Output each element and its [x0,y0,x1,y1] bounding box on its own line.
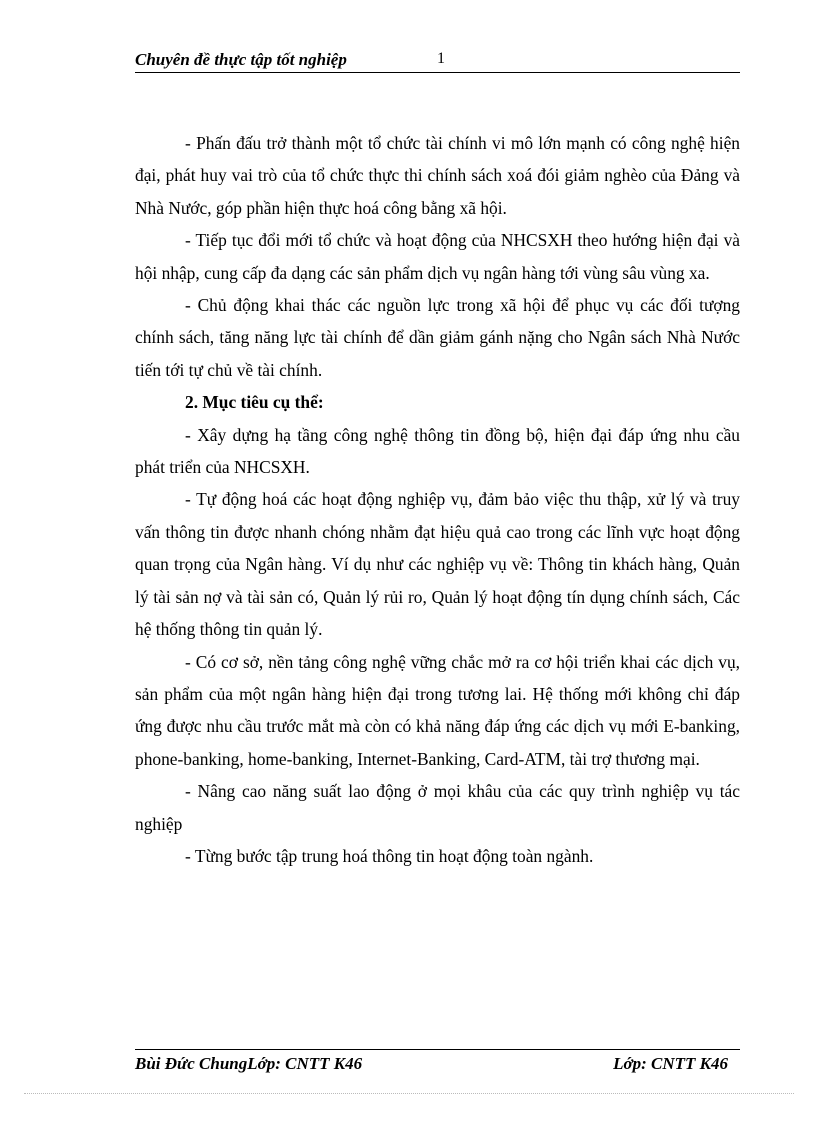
page-header [135,48,740,73]
paragraph: - Nâng cao năng suất lao động ở mọi khâu của các quy trình nghiệp vụ tác nghiệp [135,781,740,834]
document-body [135,127,740,872]
paragraph: - Phấn đấu trở thành một tổ chức tài chính vi mô lớn mạnh có công nghệ hiện đại, phát huy vai trò của tổ chức thực thi chính sách xoá đói giảm nghèo của Đảng và Nhà Nước, góp phần hiện thực hoá công bằng xã hội. [135,133,740,218]
footer-class: Lớp: CNTT K46 [613,1054,728,1073]
page-boundary-divider [24,1093,794,1094]
page-number: 1 [437,50,445,67]
paragraph: - Từng bước tập trung hoá thông tin hoạt động toàn ngành. [185,845,594,866]
paragraph: - Có cơ sở, nền tảng công nghệ vững chắc mở ra cơ hội triển khai các dịch vụ, sản phẩm của một ngân hàng hiện đại trong tương lai. Hệ thống mới không chỉ đáp ứng được nhu cầu trước mắt mà còn có khả năng đáp ứng các dịch vụ mới E-banking, phone-banking, home-banking, Internet-Banking, Card-ATM, tài trợ thương mại. [135,651,740,769]
footer-author-class: Bùi Đức ChungLớp: CNTT K46 [135,1054,363,1073]
page-footer [135,1049,740,1080]
paragraph: - Chủ động khai thác các nguồn lực trong xã hội để phục vụ các đối tượng chính sách, tăng năng lực tài chính để dần giảm gánh nặng cho Ngân sách Nhà Nước tiến tới tự chủ về tài chính. [135,295,740,380]
section-heading: 2. Mục tiêu cụ thể: [185,392,324,413]
paragraph: - Xây dựng hạ tầng công nghệ thông tin đồng bộ, hiện đại đáp ứng nhu cầu phát triển của NHCSXH. [135,424,740,478]
paragraph: - Tự động hoá các hoạt động nghiệp vụ, đảm bảo việc thu thập, xử lý và truy vấn thông tin được nhanh chóng nhằm đạt hiệu quả cao trong các lĩnh vực hoạt động quan trọng của Ngân hàng. Ví dụ như các nghiệp vụ về: Thông tin khách hàng, Quản lý tài sản nợ và tài sản có, Quản lý rủi ro, Quản lý hoạt động tín dụng chính sách, Các hệ thống thông tin quản lý. [135,489,740,640]
header-title: Chuyên đề thực tập tốt nghiệp [135,50,347,69]
paragraph: - Tiếp tục đổi mới tổ chức và hoạt động của NHCSXH theo hướng hiện đại và hội nhập, cung cấp đa dạng các sản phẩm dịch vụ ngân hàng tới vùng sâu vùng xa. [135,230,740,283]
